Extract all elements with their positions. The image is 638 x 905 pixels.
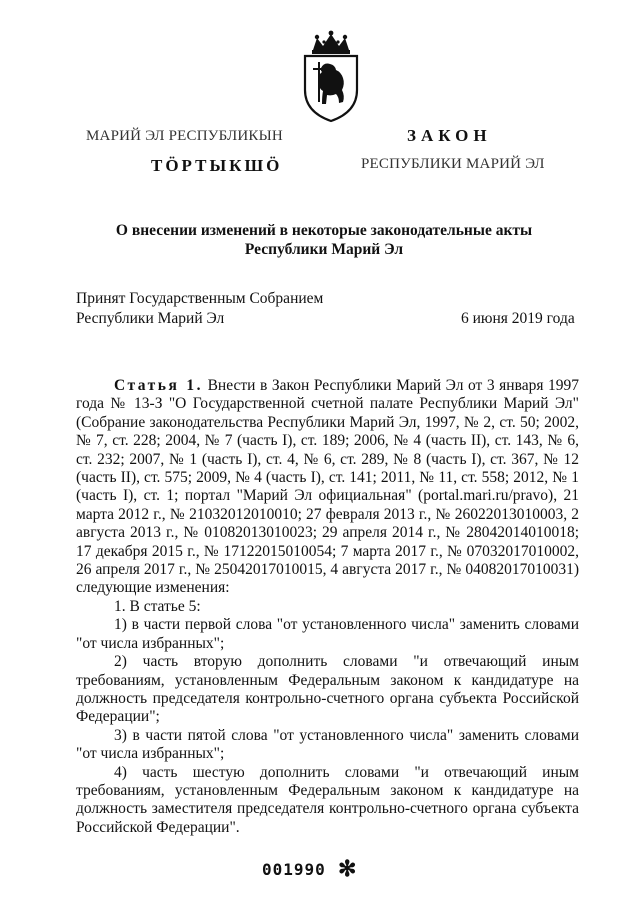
header-right-line2: РЕСПУБЛИКИ МАРИЙ ЭЛ [361,156,545,172]
coat-of-arms-emblem [299,28,363,124]
header-left-line1: МАРИЙ ЭЛ РЕСПУБЛИКЫН [86,128,283,144]
adoption-line2: Республики Марий Эл [76,310,225,327]
adoption-line1: Принят Государственным Собранием [76,290,324,307]
article-item-1: 1. В статье 5: [114,597,201,615]
article-label: Статья 1. [114,377,204,394]
document-serial-number: 001990 [262,860,326,879]
document-title [100,221,548,259]
header-right-line1: ЗАКОН [407,126,492,145]
article-intro-text: Внести в Закон Республики Марий Эл от 3 января 1997 года № 13-З "О Государственной счетной палате Республики Марий Эл" (Собрание законодательства Республики Марий Эл, 1997, № 2, ст. 50; 2002, № 7, ст. 228; 2004, № 7 (часть I), ст. 189; 2006, № 4 (часть II), ст. 143, № 6, ст. 232; 2007, № 1 (часть I), ст. 4, № 6, ст. 289, № 8 (часть I), ст. 367, № 12 (часть II), ст. 575; 2009, № 4 (часть I), ст. 141; 2011, № 11, ст. 558; 2012, № 1 (часть I), ст. 1; портал "Марий Эл официальная" (portal.mari.ru/pravo), 21 марта 2012 г., № 21032012010010; 27 февраля 2013 г., № 26022013010003, 2 августа 2013 г., № 01082013010023; 29 апреля 2014 г., № 28042014010018; 17 декабря 2015 г., № 17122015010054; 7 марта 2017 г., № 07032017010002, 26 апреля 2017 г., № 25042017010015, 4 августа 2017 г., № 04082017010031) следующие изменения: [76,377,580,597]
title-line2: Республики Марий Эл [244,241,404,258]
title-line1: О внесении изменений в некоторые законодательные акты [115,222,533,239]
article-subitem-3: 3) в части пятой слова "от установленного числа" заменить словами "от числа избранных"; [76,726,579,763]
article-subitem-1: 1) в части первой слова "от установленного числа" заменить словами "от числа избранных"; [76,616,579,652]
article-body [76,377,579,837]
adoption-date: 6 июня 2019 года [461,310,575,327]
adoption-statement [76,289,323,329]
article-subitem-2: 2) часть вторую дополнить словами "и отвечающий иным требованиям, установленным Федеральным законом к кандидатуре на должность председателя контрольно-счетного органа субъекта Российской Федерации"; [76,653,579,726]
header-left-line2: ТӦРТЫКШӦ [151,156,283,175]
asterisk-mark-icon: ✻ [338,856,357,881]
article-intro-paragraph [76,377,579,598]
article-subitem-4: 4) часть шестую дополнить словами "и отвечающий иным требованиям, установленным Федеральным законом к кандидатуре на должность заместителя председателя контрольно-счетного органа субъекта Российской Федерации". [76,763,579,836]
